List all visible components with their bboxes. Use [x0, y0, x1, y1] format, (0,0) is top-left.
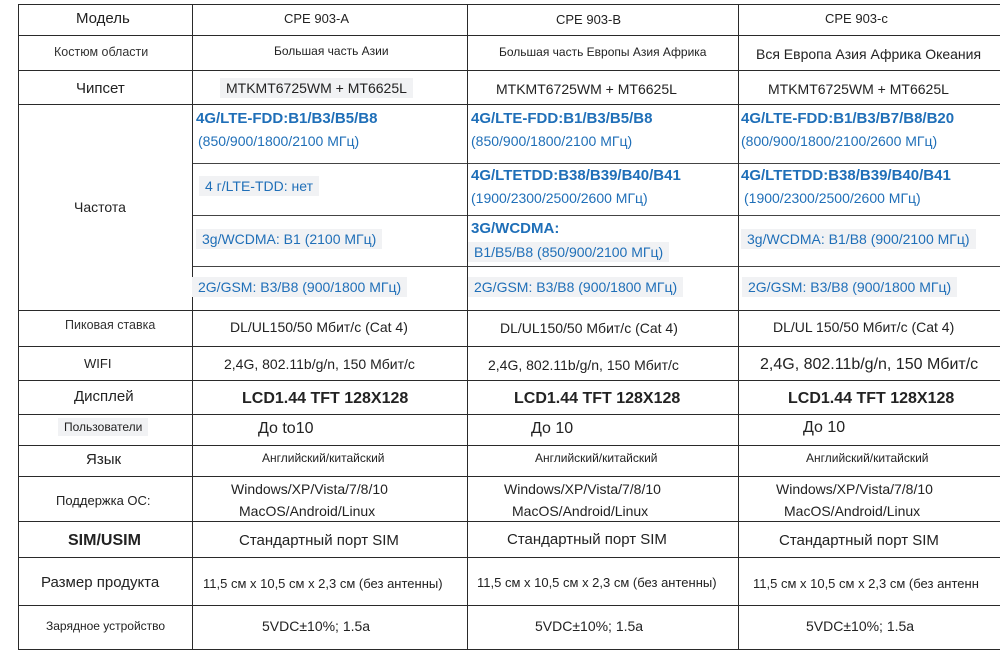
peak-rate-value: DL/UL150/50 Мбит/с (Cat 4) [230, 319, 408, 335]
sim-value: Стандартный порт SIM [779, 532, 939, 549]
row-divider [18, 310, 1000, 311]
display-value: LCD1.44 TFT 128X128 [788, 390, 955, 407]
os-value: MacOS/Android/Linux [239, 503, 376, 519]
chipset-label: Чипсет [76, 80, 125, 97]
row-divider [18, 346, 1000, 347]
wcdma-band: 3g/WCDMA: B1 (2100 МГц) [196, 229, 382, 249]
row-divider [18, 4, 1000, 5]
model-name: CPE 903-A [284, 11, 350, 26]
lte-fdd-freq: (800/900/1800/2100/2600 МГц) [741, 133, 938, 149]
lte-fdd-freq: (850/900/1800/2100 МГц) [471, 133, 633, 149]
sim-value: Стандартный порт SIM [507, 531, 667, 548]
lte-fdd-freq: (850/900/1800/2100 МГц) [198, 133, 360, 149]
region-value: Большая часть Азии [274, 44, 389, 58]
chipset-value: MTKMT6725WM + MT6625L [496, 81, 677, 97]
lte-tdd-freq: (1900/2300/2500/2600 МГц) [744, 190, 921, 206]
row-divider [18, 35, 1000, 36]
wifi-value: 2,4G, 802.11b/g/n, 150 Мбит/с [760, 356, 979, 373]
os-value: MacOS/Android/Linux [512, 503, 649, 519]
row-divider [18, 70, 1000, 71]
col-divider [18, 4, 19, 650]
gsm-band: 2G/GSM: B3/B8 (900/1800 МГц) [192, 277, 407, 297]
wifi-value: 2,4G, 802.11b/g/n, 150 Мбит/с [224, 356, 415, 372]
os-label: Поддержка ОС: [56, 493, 151, 508]
row-divider [18, 445, 1000, 446]
charger-value: 5VDC±10%; 1.5a [806, 618, 915, 634]
language-value: Английский/китайский [262, 451, 385, 465]
row-divider [18, 649, 1000, 650]
model-label: Модель [76, 10, 130, 27]
model-name: CPE 903-с [825, 11, 888, 26]
users-value: До 10 [531, 420, 574, 437]
row-divider [18, 605, 1000, 606]
row-divider [18, 476, 1000, 477]
col-divider [467, 4, 468, 650]
users-value: До 10 [803, 419, 846, 436]
os-value: MacOS/Android/Linux [784, 503, 921, 519]
peak-rate-label: Пиковая ставка [65, 318, 156, 332]
lte-tdd-band: 4G/LTETDD:B38/B39/B40/B41 [741, 167, 951, 184]
language-label: Язык [86, 451, 122, 468]
size-label: Размер продукта [41, 574, 160, 591]
wifi-value: 2,4G, 802.11b/g/n, 150 Мбит/с [488, 357, 679, 373]
chipset-value: MTKMT6725WM + MT6625L [768, 81, 949, 97]
charger-label: Зарядное устройство [46, 619, 166, 633]
size-value: 11,5 см x 10,5 см x 2,3 см (без антенны) [203, 576, 443, 591]
lte-tdd-band: 4G/LTETDD:B38/B39/B40/B41 [471, 167, 681, 184]
users-value: До to10 [258, 420, 314, 437]
os-value: Windows/XP/Vista/7/8/10 [776, 481, 933, 497]
model-name: CPE 903-B [556, 12, 622, 27]
wcdma-band: 3g/WCDMA: B1/B8 (900/2100 МГц) [741, 229, 976, 249]
lte-fdd-band: 4G/LTE-FDD:B1/B3/B5/B8 [471, 110, 653, 127]
frequency-label: Частота [74, 199, 126, 215]
os-value: Windows/XP/Vista/7/8/10 [504, 481, 661, 497]
row-divider [192, 215, 1000, 216]
sim-value: Стандартный порт SIM [239, 532, 399, 549]
gsm-band: 2G/GSM: B3/B8 (900/1800 МГц) [742, 277, 957, 297]
wcdma-band: 3G/WCDMA: [471, 220, 560, 237]
wifi-label: WIFI [84, 356, 112, 371]
lte-tdd-band: 4 г/LTE-TDD: нет [199, 176, 319, 196]
language-value: Английский/китайский [535, 451, 658, 465]
display-value: LCD1.44 TFT 128X128 [514, 390, 681, 407]
chipset-value: MTKMT6725WM + MT6625L [220, 78, 413, 98]
os-value: Windows/XP/Vista/7/8/10 [231, 481, 388, 497]
col-divider [738, 4, 739, 650]
charger-value: 5VDC±10%; 1.5a [262, 618, 371, 634]
display-label: Дисплей [74, 388, 134, 405]
row-divider [18, 104, 1000, 105]
lte-fdd-band: 4G/LTE-FDD:B1/B3/B5/B8 [196, 110, 378, 127]
wcdma-freq: B1/B5/B8 (850/900/2100 МГц) [468, 242, 669, 262]
lte-fdd-band: 4G/LTE-FDD:B1/B3/B7/B8/B20 [741, 110, 955, 127]
row-divider [18, 414, 1000, 415]
charger-value: 5VDC±10%; 1.5a [535, 618, 644, 634]
sim-label: SIM/USIM [68, 532, 141, 549]
peak-rate-value: DL/UL 150/50 Мбит/с (Cat 4) [773, 319, 955, 335]
size-value: 11,5 см x 10,5 см x 2,3 см (без антенн [753, 576, 979, 591]
col-divider [192, 4, 193, 650]
display-value: LCD1.44 TFT 128X128 [242, 390, 409, 407]
row-divider [18, 521, 1000, 522]
size-value: 11,5 см x 10,5 см x 2,3 см (без антенны) [477, 575, 717, 590]
row-divider [192, 163, 1000, 164]
region-value: Большая часть Европы Азия Африка [499, 45, 707, 59]
region-value: Вся Европа Азия Африка Океания [756, 46, 982, 62]
region-label: Костюм области [54, 45, 149, 59]
gsm-band: 2G/GSM: B3/B8 (900/1800 МГц) [468, 277, 683, 297]
language-value: Английский/китайский [806, 451, 929, 465]
peak-rate-value: DL/UL150/50 Мбит/с (Cat 4) [500, 320, 678, 336]
lte-tdd-freq: (1900/2300/2500/2600 МГц) [471, 190, 648, 206]
users-label: Пользователи [58, 418, 148, 436]
row-divider [18, 557, 1000, 558]
row-divider [18, 380, 1000, 381]
row-divider [192, 266, 1000, 267]
